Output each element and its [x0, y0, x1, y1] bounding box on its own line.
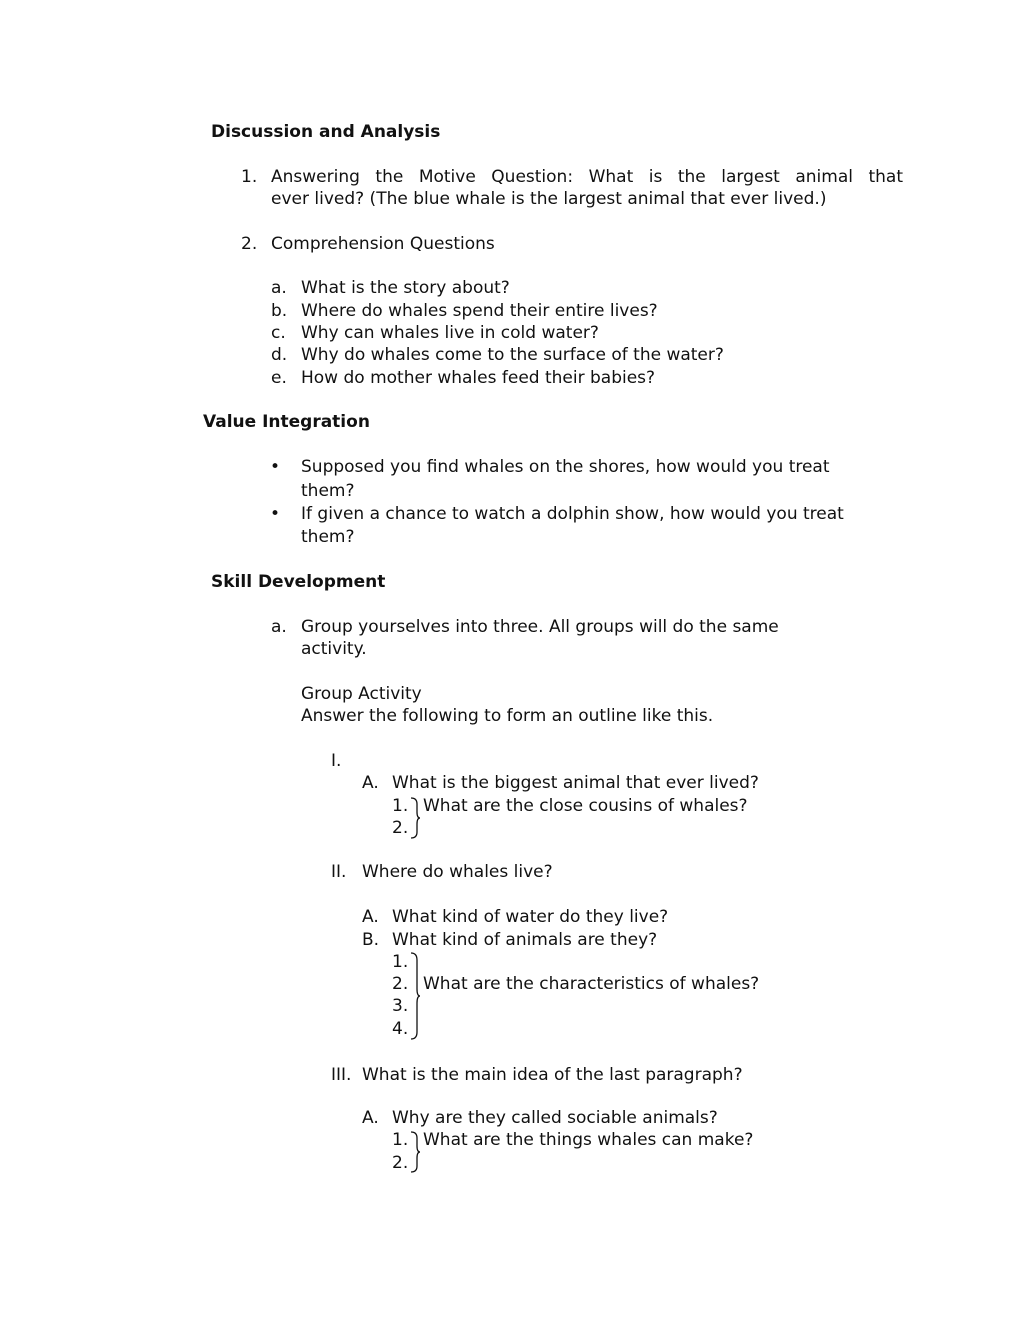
list-letter: a.: [271, 617, 287, 637]
outline-number: 1.: [392, 1130, 409, 1150]
outline-item-text: What kind of animals are they?: [392, 930, 658, 950]
outline-number: 2.: [392, 1153, 409, 1173]
section-heading-value: Value Integration: [203, 412, 370, 432]
outline-letter: A.: [362, 907, 379, 927]
question-text: How do mother whales feed their babies?: [301, 368, 656, 388]
value-bullet-1-line1: Supposed you find whales on the shores, how would you treat: [301, 457, 830, 477]
outline-item-text: What kind of water do they live?: [392, 907, 669, 927]
value-bullet-1-line2: them?: [301, 481, 355, 501]
outline-numeral-1: I.: [331, 751, 342, 771]
outline-item-text: Why are they called sociable animals?: [392, 1108, 718, 1128]
skill-a-line2: activity.: [301, 639, 367, 659]
list-number: 1.: [241, 167, 258, 187]
value-bullet-2-line1: If given a chance to watch a dolphin show, how would you treat: [301, 504, 844, 524]
outline-heading-text: Where do whales live?: [362, 862, 553, 882]
comprehension-heading: Comprehension Questions: [271, 234, 495, 254]
section-heading-discussion: Discussion and Analysis: [211, 122, 441, 142]
curly-brace: [409, 797, 421, 839]
outline-heading-text: What is the main idea of the last paragraph?: [362, 1065, 743, 1085]
motive-question-line2: ever lived? (The blue whale is the largest animal that ever lived.): [271, 189, 827, 209]
outline-number: 4.: [392, 1019, 409, 1039]
outline-brace-text: What are the close cousins of whales?: [423, 796, 748, 816]
value-bullet-2-line2: them?: [301, 527, 355, 547]
question-letter: e.: [271, 368, 287, 388]
outline-number: 3.: [392, 996, 409, 1016]
bullet: •: [270, 457, 281, 477]
curly-brace: [409, 952, 421, 1040]
question-letter: d.: [271, 345, 288, 365]
outline-numeral-2: II.: [331, 862, 347, 882]
outline-item-text: What is the biggest animal that ever lived?: [392, 773, 759, 793]
outline-letter: A.: [362, 1108, 379, 1128]
outline-brace-text: What are the characteristics of whales?: [423, 974, 760, 994]
group-activity-instructions: Answer the following to form an outline like this.: [301, 706, 714, 726]
bullet: •: [270, 504, 281, 524]
question-text: Where do whales spend their entire lives?: [301, 301, 658, 321]
question-letter: c.: [271, 323, 286, 343]
outline-number: 2.: [392, 974, 409, 994]
section-heading-skill: Skill Development: [211, 572, 386, 592]
question-text: Why can whales live in cold water?: [301, 323, 599, 343]
motive-question-line1: Answering the Motive Question: What is the largest animal that: [271, 167, 903, 187]
question-letter: b.: [271, 301, 288, 321]
outline-number: 1.: [392, 952, 409, 972]
skill-a-line1: Group yourselves into three. All groups will do the same: [301, 617, 779, 637]
outline-number: 2.: [392, 818, 409, 838]
outline-letter: A.: [362, 773, 379, 793]
outline-numeral-3: III.: [331, 1065, 352, 1085]
outline-brace-text: What are the things whales can make?: [423, 1130, 754, 1150]
curly-brace: [409, 1131, 421, 1173]
list-number: 2.: [241, 234, 258, 254]
group-activity-title: Group Activity: [301, 684, 422, 704]
question-letter: a.: [271, 278, 287, 298]
question-text: Why do whales come to the surface of the water?: [301, 345, 724, 365]
outline-number: 1.: [392, 796, 409, 816]
outline-letter: B.: [362, 930, 380, 950]
question-text: What is the story about?: [301, 278, 510, 298]
